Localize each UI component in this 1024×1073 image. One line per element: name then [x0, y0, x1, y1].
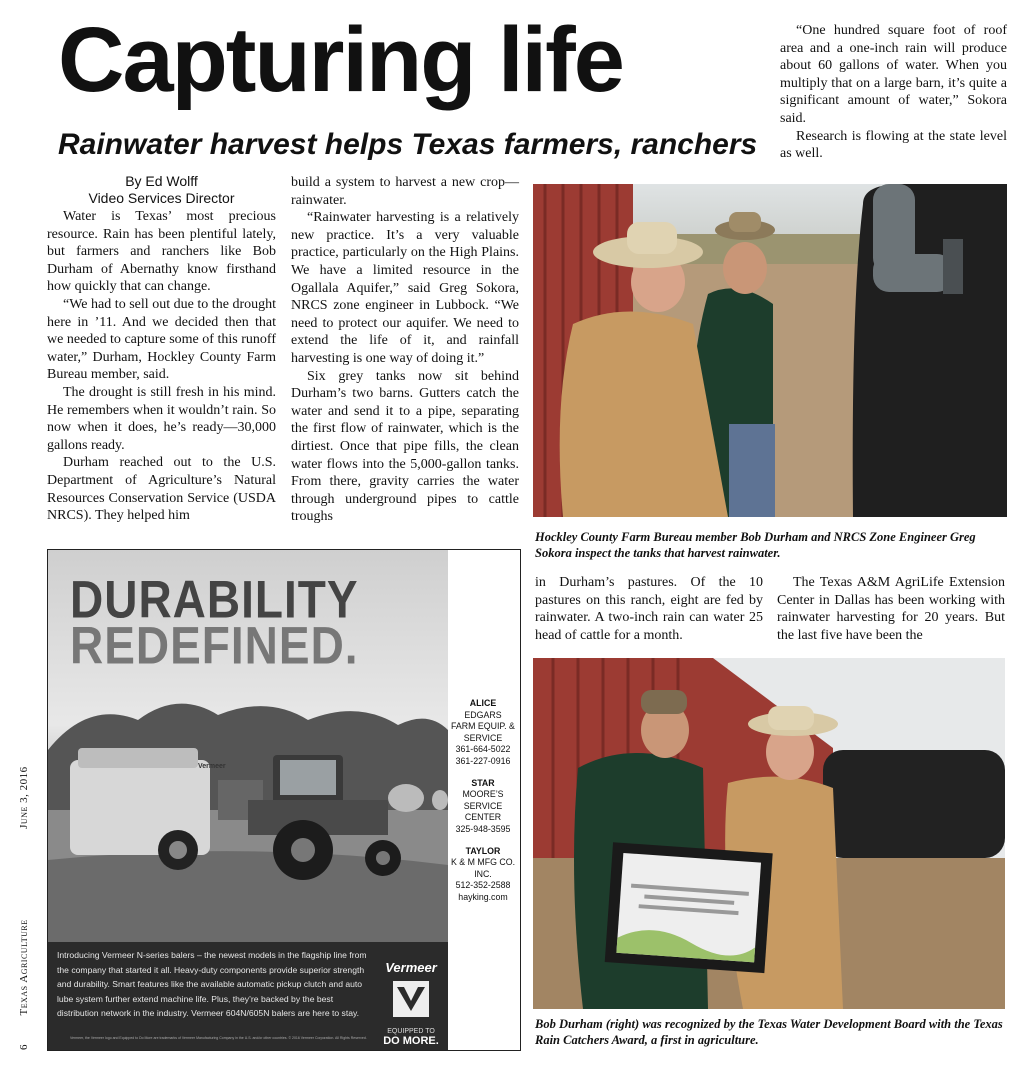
paragraph: “We had to sell out due to the drought here in ’11. And we decided then that we needed to capture some of this runoff water,” Durham, Hockley County Farm Bureau member, said. — [47, 296, 276, 383]
dealer-list — [449, 698, 517, 904]
ad-brand-block — [378, 960, 444, 1047]
article-column-4 — [777, 574, 1005, 644]
page-number: 6 — [18, 1044, 30, 1050]
dealer-line: FARM EQUIP. & — [451, 721, 515, 732]
article-column-1 — [47, 173, 276, 525]
photo-award-presentation-caption: Bob Durham (right) was recognized by the Texas Water Development Board with the Texas Rain Catchers Award, a first in agriculture. — [535, 1017, 1003, 1047]
dealer-line: CENTER — [464, 812, 502, 823]
photo-award-presentation-image — [533, 658, 1005, 1009]
ad-baler-image — [48, 690, 448, 942]
ad-artwork — [48, 550, 448, 1050]
paragraph: Water is Texas’ most precious resource. Rain has been plentiful lately, but farmers and ranchers like Bob Durham of Abernathy know firsthand how quickly that can change. — [47, 209, 276, 295]
paragraph: “One hundred square foot of roof area and a one-inch rain will produce about 60 gallons of water. When you multiply that on a large barn, it’s quite a significant amount of water,” Sokora said. — [780, 23, 1007, 126]
paragraph: Durham reached out to the U.S. Department of Agriculture’s Natural Resources Conservation Service (USDA NRCS). They helped him — [47, 455, 276, 524]
dealer-city: ALICE — [469, 698, 497, 708]
vermeer-v-icon — [391, 979, 431, 1019]
dealer-phone: 361-664-5022 — [455, 744, 511, 755]
photo-tank-inspection — [533, 184, 1007, 517]
dealer-line: EDGARS — [464, 709, 502, 720]
dealer-phone: 512-352-2588 — [455, 880, 511, 891]
article-column-3-continued — [535, 574, 763, 644]
paragraph: Research is flowing at the state level as well. — [780, 128, 1007, 162]
publication-name: Texas Agriculture — [18, 919, 30, 1016]
ad-tagline-2: DO MORE. — [383, 1035, 439, 1047]
dealer-line: INC. — [474, 868, 492, 879]
dealer-city: TAYLOR — [465, 845, 501, 856]
dealer-entry — [449, 778, 517, 836]
dealer-city: STAR — [471, 777, 495, 788]
dealer-phone: 325-948-3595 — [455, 823, 511, 834]
ad-copy-panel — [48, 942, 448, 1050]
paragraph: in Durham’s pastures. Of the 10 pastures on this ranch, eight are fed by rainwater. A two-inch rain can water 25 head of cattle for a month. — [535, 575, 763, 643]
issue-date: June 3, 2016 — [18, 766, 30, 829]
paragraph: The drought is still fresh in his mind. He remembers when it wouldn’t rain. So now when it does, he’s ready—30,000 gallons ready. — [47, 384, 276, 453]
dealer-entry — [449, 698, 517, 768]
byline-title: Video Services Director — [88, 190, 235, 206]
article-column-3 — [780, 22, 1007, 163]
ad-baler-label: Vermeer — [198, 763, 226, 770]
page-folio — [18, 766, 30, 1050]
article-column-2 — [291, 174, 519, 526]
byline-author: By Ed Wolff — [125, 173, 198, 189]
paragraph: “Rainwater harvesting is a relatively new practice. It’s a very valuable practice, particularly on the High Plains. We have a limited resource in the Ogallala Aquifer,” said Greg Sokora, NRCS zone engineer in Lubbock. “We need to protect our aquifer. We need to extend the life of it, and rainfall harvesting is one way of doing it.” — [291, 210, 519, 366]
paragraph: Six grey tanks now sit behind Durham’s two barns. Gutters catch the water and send it to a pipe, separating the first flow of rainwater, which is the dirtiest. Once that pipe fills, the clean water flows into the 5,000-gallon tanks. From there, gravity carries the water through underground pipes to cattle troughs — [291, 368, 519, 525]
dealer-line: SERVICE — [463, 732, 503, 743]
photo-tank-inspection-image — [533, 184, 1007, 517]
paragraph: The Texas A&M AgriLife Extension Center in Dallas has been working with rainwater harvesting for 20 years. But the last five have been the — [777, 575, 1005, 643]
ad-headline-line-2: REDEFINED. — [70, 615, 359, 675]
ad-copy-text: Introducing Vermeer N-series balers – the newest models in the flagship line from the company that started it all. Heavy-duty components provide superior strength and durability. Smart features like the available automatic pickup clutch and auto lube system further extend machine life. Plus, they’re backed by the best distribution network in the industry. Vermeer 604N/605N balers are here to stay. — [57, 950, 367, 1018]
photo-tank-inspection-caption: Hockley County Farm Bureau member Bob Durham and NRCS Zone Engineer Greg Sokora inspect the tanks that harvest rainwater. — [535, 530, 976, 560]
advertisement-vermeer[interactable] — [47, 549, 521, 1051]
photo-award-presentation — [533, 658, 1005, 1009]
ad-tagline-1: EQUIPPED TO — [387, 1028, 435, 1035]
dealer-line: MOORE’S — [462, 789, 504, 800]
vermeer-logo: Vermeer — [385, 960, 437, 975]
paragraph: build a system to harvest a new crop—rainwater. — [291, 175, 519, 208]
dealer-entry — [449, 846, 517, 904]
dealer-line: K & M MFG CO. — [450, 857, 516, 868]
dealer-phone: 361-227-0916 — [455, 755, 511, 766]
ad-headline — [70, 569, 359, 675]
ad-headline-line-1: DURABILITY — [70, 569, 359, 629]
ad-fine-print: Vermeer, the Vermeer logo and Equipped to Do More are trademarks of Vermeer Manufacturing Company in the U.S. and/or other countries. © 2016 Vermeer Corporation. All Rights Reserved. — [70, 1036, 367, 1040]
headline: Capturing life — [58, 9, 623, 111]
dealer-website[interactable]: hayking.com — [458, 891, 508, 902]
subheadline: Rainwater harvest helps Texas farmers, ranchers — [58, 128, 758, 161]
dealer-line: SERVICE — [463, 800, 503, 811]
